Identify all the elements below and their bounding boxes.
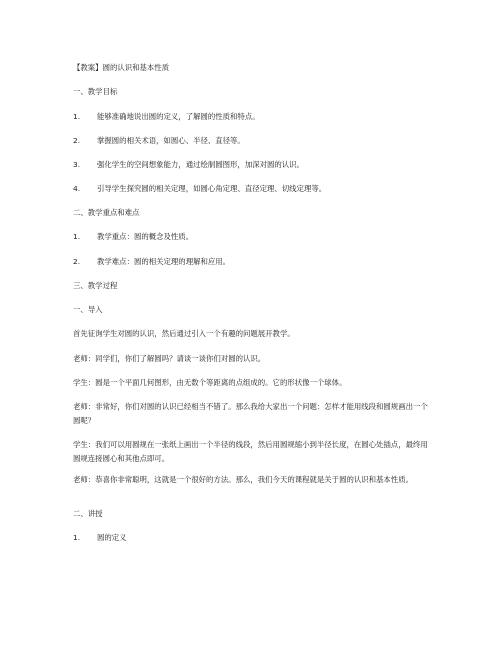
- list-item: [73, 255, 433, 268]
- list-text: 能够准确地说出圆的定义，了解圆的性质和特点。: [97, 112, 260, 121]
- paragraph: 首先征询学生对圆的认识，然后通过引入一个有趣的问题展开教学。: [73, 329, 295, 338]
- document-title: 【教案】圆的认识和基本性质: [73, 63, 170, 72]
- list-item: [73, 158, 433, 171]
- section-heading-keypoints: 二、教学重点和难点: [73, 208, 140, 217]
- list-number: 1.: [73, 232, 81, 241]
- subsection-heading-lecture: 二、讲授: [73, 509, 103, 518]
- list-text: 引导学生探究圆的相关定理，如圆心角定理、直径定理、切线定理等。: [97, 184, 327, 193]
- list-text: 掌握圆的相关术语，如圆心、半径、直径等。: [97, 136, 245, 145]
- paragraph: 学生：圆是一个平面几何图形，由无数个等距离的点组成的。它的形状像一个球体。: [73, 378, 347, 387]
- list-number: 3.: [73, 160, 81, 169]
- list-text: 教学重点：圆的概念及性质。: [97, 232, 194, 241]
- list-text: 圆的定义: [97, 533, 127, 542]
- list-item: [73, 230, 433, 243]
- list-text: 教学难点：圆的相关定理的理解和应用。: [97, 257, 231, 266]
- list-item: [73, 182, 433, 195]
- paragraph: 老师：恭喜你非常聪明，这就是一个很好的方法。那么，我们今天的课程就是关于圆的认识和基本性质。: [73, 475, 413, 484]
- subsection-heading-intro: 一、导入: [73, 305, 103, 314]
- section-heading-objectives: 一、教学目标: [73, 87, 118, 96]
- list-number: 2.: [73, 136, 81, 145]
- paragraph: 老师：非常好，你们对圆的认识已经相当不错了。那么我给大家出一个问题：怎样才能用线段和圆规画出一个圆呢？: [73, 402, 428, 425]
- list-number: 1.: [73, 533, 81, 542]
- list-item: [73, 110, 433, 123]
- list-item: [73, 531, 433, 544]
- paragraph: 学生：我们可以用圆规在一张纸上画出一个半径的线段，然后用圆规缩小到半径长度，在圆心处插点，最终用圆规连接圆心和其他点即可。: [73, 440, 428, 463]
- paragraph: 老师：同学们，你们了解圆吗？请谈一谈你们对圆的认识。: [73, 354, 266, 363]
- section-heading-process: 三、教学过程: [73, 281, 118, 290]
- list-item: [73, 134, 433, 147]
- list-number: 2.: [73, 257, 81, 266]
- list-number: 4.: [73, 184, 81, 193]
- list-number: 1.: [73, 112, 81, 121]
- list-text: 强化学生的空间想象能力，通过绘制圆图形，加深对圆的认识。: [97, 160, 304, 169]
